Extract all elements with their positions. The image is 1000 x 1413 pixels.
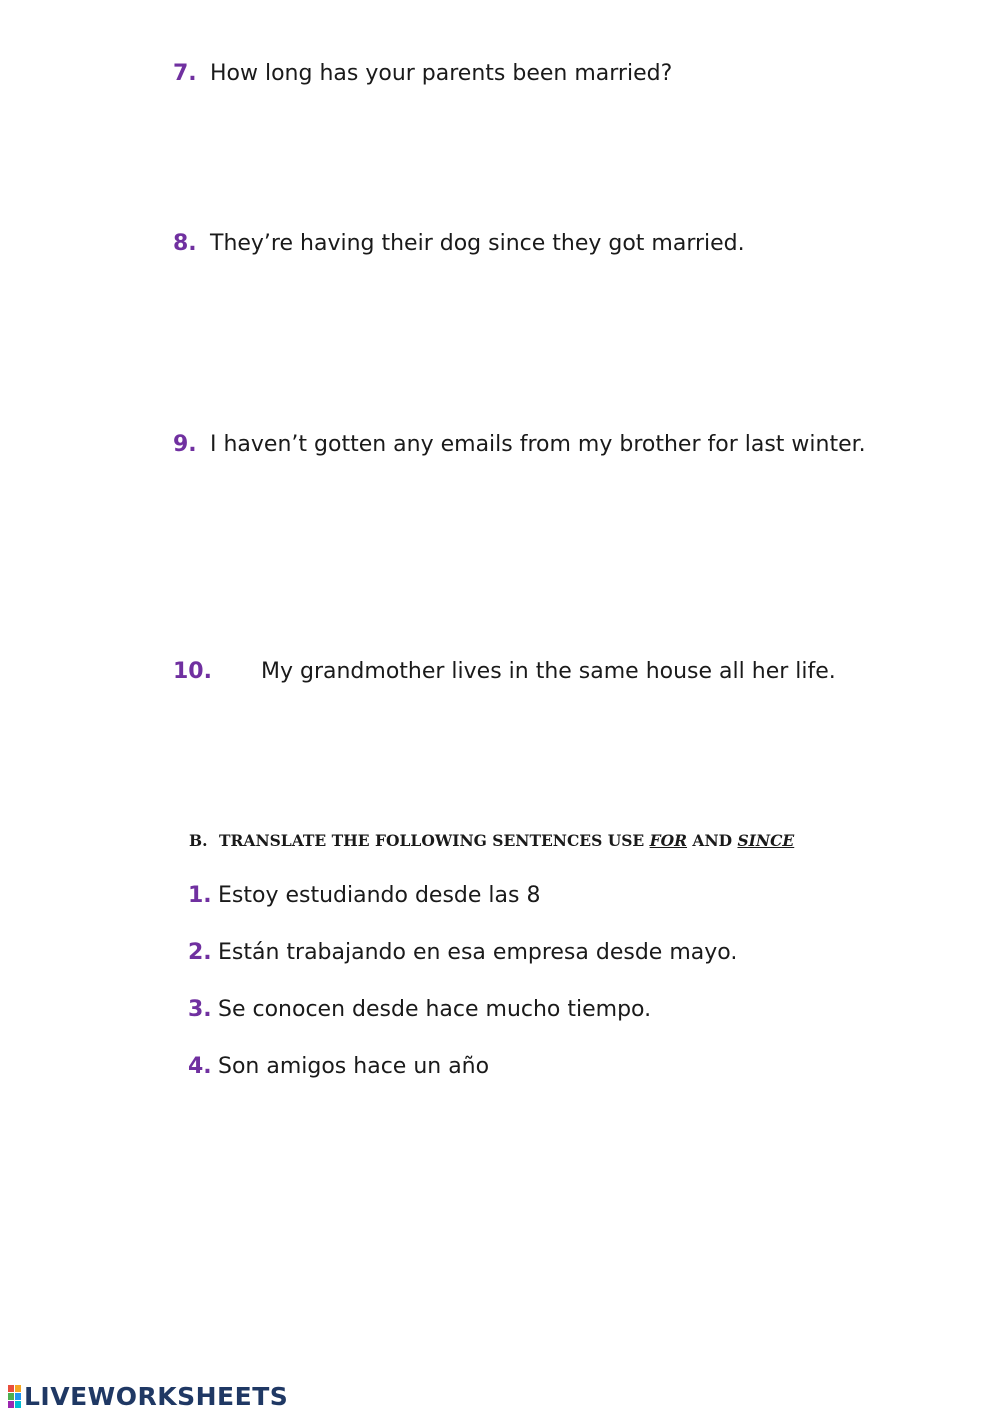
translation-number: 3. bbox=[188, 997, 212, 1022]
translation-text: Son amigos hace un año bbox=[218, 1054, 490, 1079]
question-number: 10. bbox=[173, 659, 212, 684]
logo-blocks-icon bbox=[8, 1385, 21, 1408]
question-text: How long has your parents been married? bbox=[210, 61, 673, 86]
question-text: My grandmother lives in the same house all her life. bbox=[261, 659, 836, 684]
question-9 bbox=[173, 431, 866, 459]
translation-number: 4. bbox=[188, 1054, 212, 1079]
liveworksheets-logo bbox=[8, 1381, 288, 1411]
translation-number: 1. bbox=[188, 883, 212, 908]
translation-text: Estoy estudiando desde las 8 bbox=[218, 883, 541, 908]
translation-2 bbox=[188, 939, 737, 967]
translation-4 bbox=[188, 1053, 489, 1081]
question-number: 9. bbox=[173, 432, 197, 457]
keyword-for: FOR bbox=[649, 831, 688, 850]
translation-1 bbox=[188, 882, 540, 910]
question-number: 7. bbox=[173, 61, 197, 86]
question-text: I haven’t gotten any emails from my brother for last winter. bbox=[210, 432, 866, 457]
logo-text: LIVEWORKSHEETS bbox=[24, 1381, 289, 1411]
translation-text: Se conocen desde hace mucho tiempo. bbox=[218, 997, 652, 1022]
question-8 bbox=[173, 230, 745, 258]
translation-3 bbox=[188, 996, 651, 1024]
keyword-since: SINCE bbox=[737, 831, 795, 850]
section-title-and: AND bbox=[687, 831, 738, 850]
question-10 bbox=[173, 658, 836, 686]
question-7 bbox=[173, 60, 672, 88]
section-b-heading bbox=[189, 831, 794, 850]
question-text: They’re having their dog since they got married. bbox=[210, 231, 745, 256]
section-title-prefix: TRANSLATE THE FOLLOWING SENTENCES USE bbox=[219, 831, 650, 850]
question-number: 8. bbox=[173, 231, 197, 256]
translation-text: Están trabajando en esa empresa desde mayo. bbox=[218, 940, 738, 965]
translation-number: 2. bbox=[188, 940, 212, 965]
section-letter: B. bbox=[189, 831, 208, 850]
